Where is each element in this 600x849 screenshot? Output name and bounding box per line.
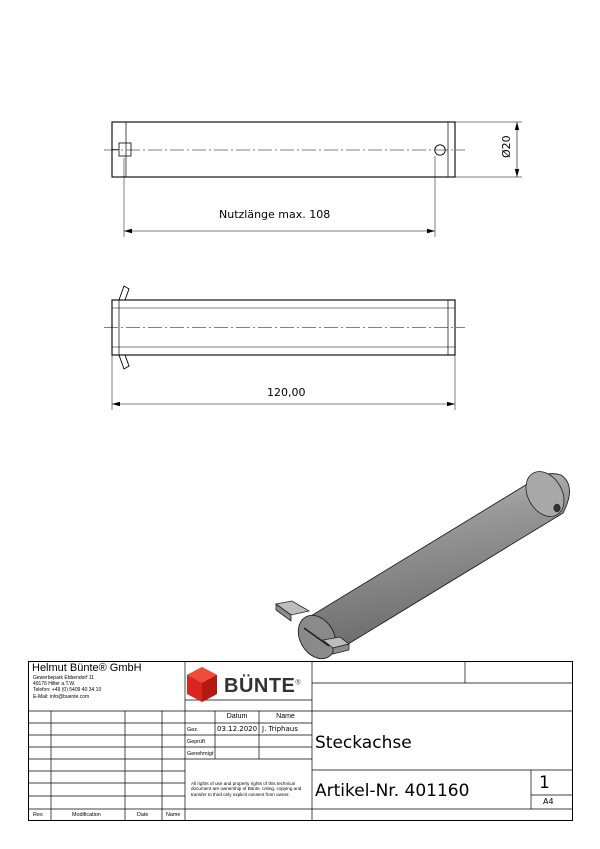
top-view-outline [112, 122, 455, 177]
paper-format: A4 [543, 797, 554, 806]
rights-notice: All rights of use and property rights of this technical document are ownership of Bünte. Using, copying and transfer to third only explicit consent from owner. [191, 781, 302, 797]
rev-header: Rev. [33, 812, 44, 818]
slot-detail [119, 143, 131, 156]
dim-diameter-label: Ø20 [500, 135, 513, 158]
tab-bottom [119, 355, 129, 369]
company-name: Helmut Bünte® GmbH [32, 662, 142, 674]
gez-date: 03.12.2020 [217, 725, 258, 733]
modification-header: Modification [72, 812, 101, 818]
logo-text [224, 675, 301, 698]
address-line: 49176 Hilter a.T.W. [33, 681, 76, 688]
row-geprueft: Geprüft [187, 739, 205, 745]
logo-wordmark: BÜNTE [224, 675, 296, 697]
isometric-view [276, 465, 572, 666]
row-gez: Gez. [187, 727, 199, 733]
address-line: E-Mail: info@buente.com [33, 693, 90, 700]
iso-hole [554, 504, 560, 512]
part-title: Steckachse [315, 733, 412, 753]
col-datum: Datum [226, 713, 248, 720]
address-line: Telefon: +49 (0) 5409 40 34 10 [33, 687, 102, 694]
dim-length-label: Nutzlänge max. 108 [219, 208, 331, 221]
sheet-number: 1 [539, 773, 550, 793]
col-name: Name [276, 713, 295, 720]
row-genehmigt: Genehmigt [187, 751, 214, 757]
article-number: Artikel-Nr. 401160 [315, 781, 470, 801]
logo-registered-mark: ® [295, 679, 302, 687]
dim-total-label: 120,00 [267, 386, 306, 399]
gez-name: J. Triphaus [262, 725, 298, 733]
company-address [33, 675, 101, 700]
name-header: Name [166, 812, 181, 818]
tab-top [119, 286, 129, 300]
address-line: Gewerbepark Ebbendorf 11 [33, 675, 95, 681]
date-header: Date [137, 812, 149, 818]
